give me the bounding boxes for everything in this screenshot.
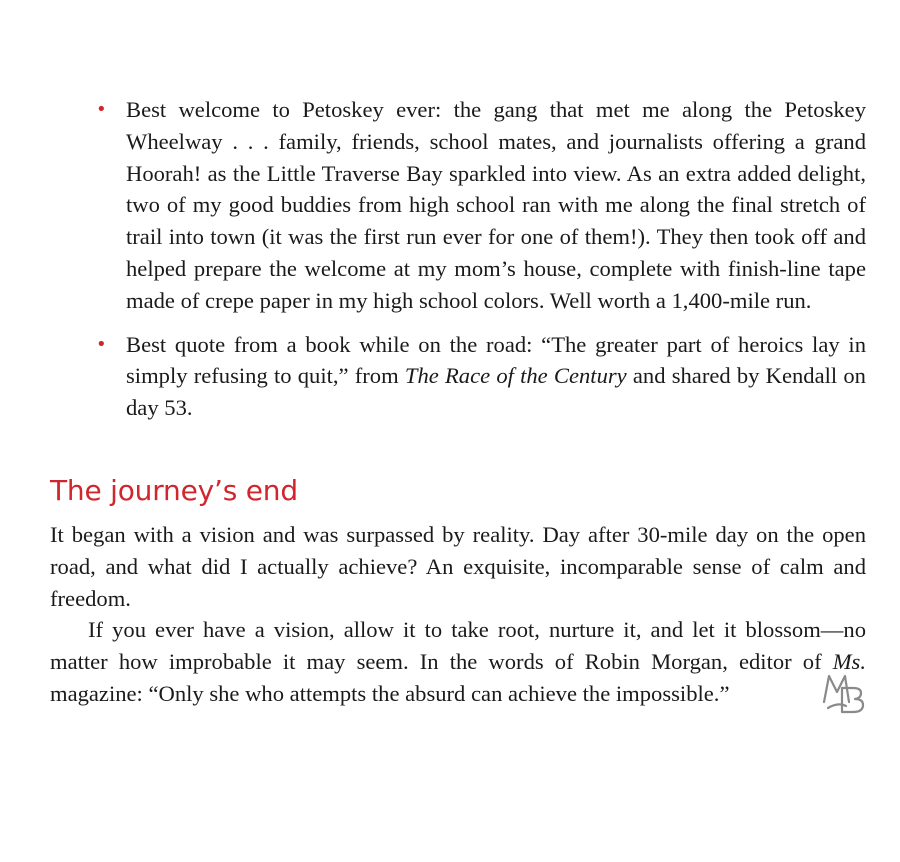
bullet-dot-icon: • [96, 99, 107, 120]
bullet-item-welcome [90, 94, 866, 317]
bullet-text: Best welcome to Petoskey ever: the gang that met me along the Petoskey Wheelway . . . family, friends, school mates, and journalists offering a grand Hoorah! as the Little Traverse Bay sparkled into view. As an extra added delight, two of my good buddies from high school ran with me along the final stretch of trail into town (it was the first run ever for one of them!). They then took off and helped prepare the welcome at my mom’s house, complete with finish-line tape made of crepe paper in my high school colors. Well worth a 1,400-mile run. [126, 97, 866, 313]
bullet-dot-icon: • [96, 333, 107, 355]
book-title: The Race of the Century [404, 363, 627, 389]
bullet-text-before: Best quote from a book while on the road: “The greater part of heroics lay in simply refusing to quit,” from [126, 331, 866, 389]
mb-end-mark-logo [820, 668, 868, 716]
bullet-item-quote [90, 329, 866, 424]
section-body [50, 519, 866, 710]
paragraph-2-after: magazine: “Only she who attempts the absurd can achieve the impossible.” [50, 680, 730, 706]
paragraph-2 [50, 614, 866, 709]
paragraph-1: It began with a vision and was surpassed by reality. Day after 30-mile day on the open road, and what did I actually achieve? An exquisite, incomparable sense of calm and freedom. [50, 522, 866, 611]
paragraph-2-before: If you ever have a vision, allow it to take root, nurture it, and let it blossom—no matter how improbable it may seem. In the words of Robin Morgan, editor of [50, 617, 866, 675]
section-heading: The journey’s end [50, 474, 298, 507]
bullet-list [90, 94, 866, 436]
bullet-text-after: and shared by Kendall on day 53. [126, 363, 866, 421]
magazine-name: Ms. [832, 649, 866, 675]
